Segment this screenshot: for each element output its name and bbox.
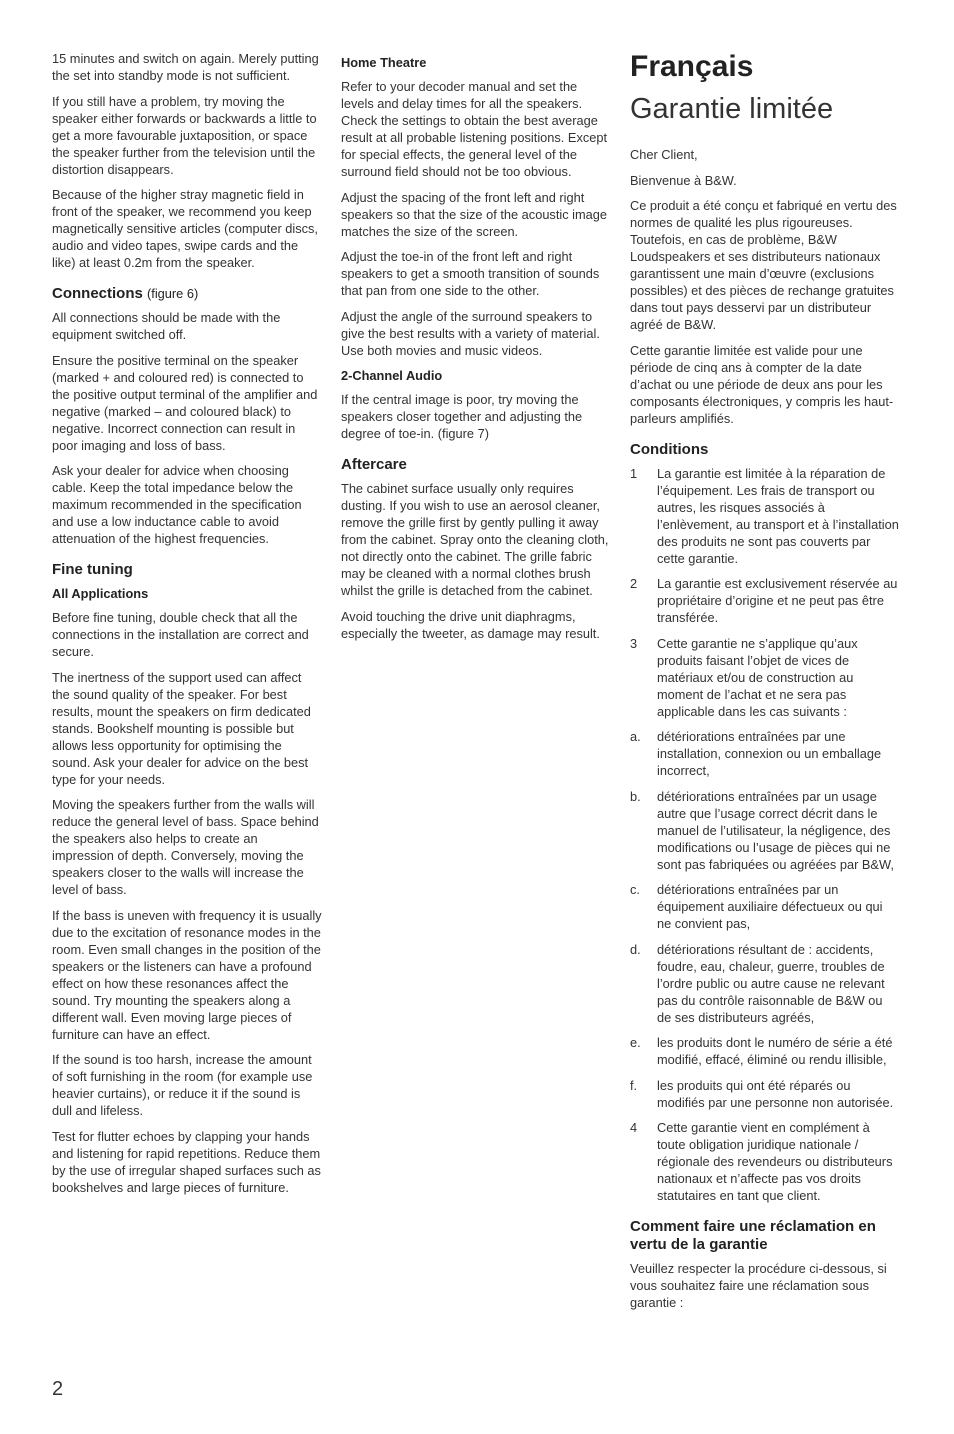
paragraph: 15 minutes and switch on again. Merely putting the set into standby mode is not sufficient. [52,51,319,83]
language-heading: Français [630,50,754,83]
paragraph: Avoid touching the drive unit diaphragms, especially the tweeter, as damage may result. [341,608,600,641]
conditions-list [630,465,900,1205]
section-heading-fine-tuning: Fine tuning [52,561,133,578]
list-text: les produits qui ont été réparés ou modifiés par une personne non autorisée. [657,1077,894,1110]
paragraph: If the bass is uneven with frequency it is usually due to the excitation of resonance modes in the room. Even small changes in the position of the speakers or the listeners can have a profound effect on how these resonances affect the sound. Try mounting the speakers along a different wall. Even moving large pieces of furniture can have an effect. [52,907,322,1042]
list-number: c. [630,882,640,897]
list-number: f. [630,1077,638,1093]
paragraph: Ask your dealer for advice when choosing cable. Keep the total impedance below the maximum recommended in the specification and use a low inductance cable to avoid attenuation of the highest frequencies. [52,463,302,546]
list-item [630,1034,900,1068]
section-title: Garantie limitée [630,93,834,125]
heading-text: Connections [52,285,143,302]
paragraph: If you still have a problem, try moving the speaker either forwards or backwards a little to get a more favourable juxtaposition, or space the speaker further from the television until the distortion disappears. [52,93,317,177]
paragraph: Because of the higher stray magnetic field in front of the speaker, we recommend you keep magnetically sensitive articles (computer discs, audio and video tapes, swipe cards and the like) at least 0.2m from the speaker. [52,187,318,270]
paragraph: Bienvenue à B&W. [630,172,737,188]
section-heading-aftercare: Aftercare [341,456,407,473]
list-text: les produits dont le numéro de série a été modifié, effacé, éliminé ou rendu illisible, [657,1035,893,1067]
paragraph: Moving the speakers further from the walls will reduce the general level of bass. Space behind the speakers also helps to create an impression of depth. Conversely, moving the speakers closer to the walls will increase the level of bass. [52,797,319,897]
paragraph: Ce produit a été conçu et fabriqué en vertu des normes de qualité les plus rigoureuses. Toutefois, en cas de problème, B&W Loudspeakers et ses distributeurs nationaux garantissent une main d’œuvre (exclusions possibles) et des pièces de rechange gratuites dans tout pays desservi par un distributeur agréé de B&W. [630,198,897,332]
section-heading-claim: Comment faire une réclamation en vertu de la garantie [630,1218,876,1253]
list-number: 4 [630,1120,638,1135]
column-left [52,50,322,1204]
list-text: Cette garantie ne s’applique qu’aux produits faisant l’objet de vices de matériaux et/ou de construction au moment de l’achat et ne sera pas applicable dans les cas suivants : [657,635,858,719]
list-item [630,1077,900,1111]
list-number: b. [630,788,641,804]
paragraph: Cher Client, [630,147,698,162]
paragraph: If the central image is poor, try moving the speakers closer together and adjusting the degree of toe-in. (figure 7) [341,392,583,441]
column-middle [341,50,611,650]
list-number: d. [630,941,641,957]
list-number: e. [630,1035,641,1050]
paragraph: Adjust the angle of the surround speakers to give the best results with a variety of material. Use both movies and music videos. [341,308,600,358]
list-number: 3 [630,635,638,651]
paragraph: Adjust the spacing of the front left and right speakers so that the size of the acoustic image matches the size of the screen. [341,189,608,239]
paragraph: Test for flutter echoes by clapping your hands and listening for rapid repetitions. Reduce them by the use of irregular shaped surfaces such as bookshelves and large pieces of furniture. [52,1128,321,1195]
list-item [630,788,900,873]
subheading-all-applications: All Applications [52,586,149,601]
list-text: Cette garantie vient en complément à toute obligation juridique nationale / régionale des revendeurs ou distributeurs nationaux et n’affecte pas vos droits statutaires en tant que client. [657,1120,893,1203]
paragraph: Adjust the toe-in of the front left and right speakers to get a smooth transition of sounds that pan from one side to the other. [341,249,600,298]
list-item [630,728,900,779]
list-item [630,881,900,932]
paragraph: Veuillez respecter la procédure ci-dessous, si vous souhaitez faire une réclamation sous garantie : [630,1261,887,1310]
list-text: La garantie est exclusivement réservée au propriétaire d’origine et ne peut pas être transférée. [657,576,898,625]
list-text: détériorations entraînées par une installation, connexion ou un emballage incorrect, [657,729,882,778]
paragraph: Cette garantie limitée est valide pour une période de cinq ans à compter de la date d’achat ou une période de deux ans pour les composants électroniques, y compris les haut-parleurs amplifiés. [630,342,894,426]
subheading-2-channel-audio: 2-Channel Audio [341,368,443,383]
list-text: détériorations entraînées par un usage autre que l’usage correct décrit dans le manuel de l’utilisateur, la négligence, des modifications ou l’usage de pièces qui ne sont pas fabriquées ou agréées par B&W, [657,788,894,872]
list-text: détériorations résultant de : accidents, foudre, eau, chaleur, guerre, troubles de l’ordre public ou autre cause ne relevant pas du contrôle raisonnable de B&W ou de ses distributeurs agréés, [657,941,885,1025]
list-item [630,575,900,626]
paragraph: Refer to your decoder manual and set the levels and delay times for all the speakers. Check the settings to obtain the best average result at all probable listening positions. Except for special effects, the general level of the surround field should not be too obvious. [341,79,608,179]
figure-reference: (figure 6) [147,286,199,301]
page-number: 2 [52,1378,64,1400]
paragraph: The inertness of the support used can affect the sound quality of the speaker. For best results, mount the speakers on firm dedicated stands. Bookshelf mounting is possible but allows less opportunity for optimising the sound. Ask your dealer for advice on the best type for your needs. [52,669,311,787]
list-item [630,941,900,1026]
list-number: 2 [630,576,638,591]
paragraph: If the sound is too harsh, increase the amount of soft furnishing in the room (for example use heavier curtains), or reduce it if the sound is dull and lifeless. [52,1052,313,1118]
list-item [630,635,900,720]
section-heading-conditions: Conditions [630,440,709,458]
paragraph: Ensure the positive terminal on the speaker (marked + and coloured red) is connected to the positive output terminal of the amplifier and negative (marked – and coloured black) to negative. Incorrect connection can result in poor imaging and loss of bass. [52,352,318,453]
column-right [630,50,900,1320]
list-item [630,1119,900,1204]
list-item [630,465,900,567]
list-text: détériorations entraînées par un équipement auxiliaire défectueux ou qui ne convient pas, [657,882,883,931]
paragraph: The cabinet surface usually only requires dusting. If you wish to use an aerosol cleaner, remove the grille first by gently pulling it away from the cabinet. Spray onto the cleaning cloth, not directly onto the cabinet. The grille fabric may be cleaned with a normal clothes brush whilst the grille is detached from the cabinet. [341,481,609,598]
list-number: a. [630,729,641,744]
paragraph: All connections should be made with the equipment switched off. [52,310,281,342]
section-heading-connections [52,285,322,303]
list-number: 1 [630,465,638,481]
list-text: La garantie est limitée à la réparation de l’équipement. Les frais de transport ou autres, les risques associés à l’enlèvement, au transport et à l’installation des produits ne sont pas couverts par cette garantie. [657,465,899,566]
paragraph: Before fine tuning, double check that all the connections in the installation are correct and secure. [52,610,309,659]
subheading-home-theatre: Home Theatre [341,55,427,70]
